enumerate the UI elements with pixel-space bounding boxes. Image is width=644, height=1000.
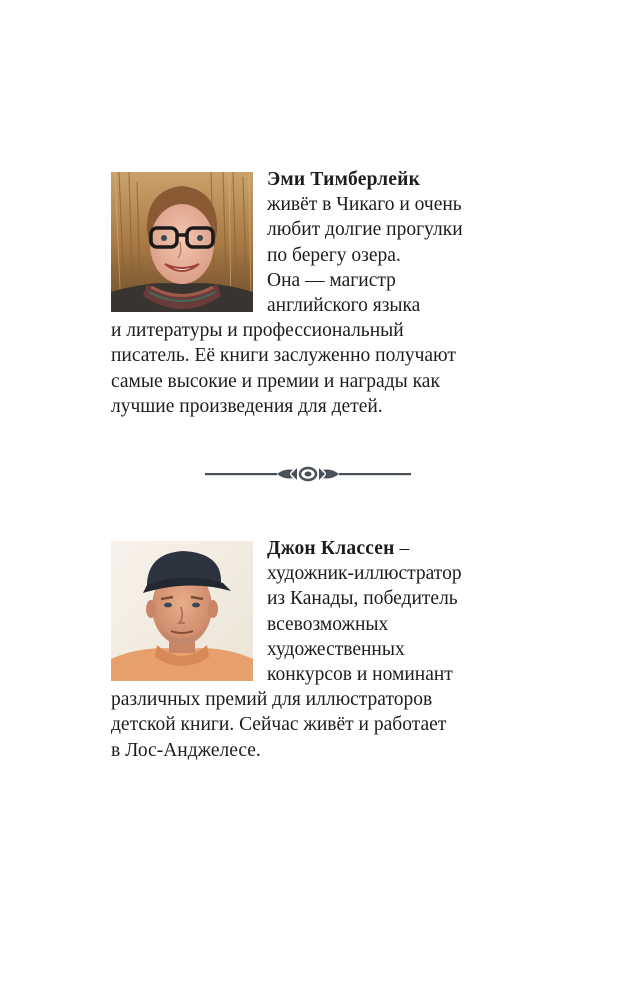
bio-text-line: английского языка [267,295,421,317]
bio-text-line: художественных [267,638,405,660]
bio-text-line: из Канады, победитель [267,588,458,610]
bio-text-line: писатель. Её книги заслуженно получают [111,345,456,367]
bio-text-line: и литературы и профессиональный [111,320,404,342]
author-photo [111,172,253,312]
bio-text-line: конкурсов и номинант [267,664,453,686]
bio-text-line: различных премий для иллюстраторов [111,689,433,711]
author-bio [111,167,521,419]
bio-text-line: живёт в Чикаго и очень [267,194,462,216]
bio-text-line: по берегу озера. [267,244,401,266]
ornamental-divider-icon [205,464,411,484]
bio-text-line: лучшие произведения для детей. [111,395,383,417]
bio-text-line: детской книги. Сейчас живёт и работает [111,714,447,736]
name-dash: – [394,538,410,559]
illustrator-name: Джон Классен [267,538,395,559]
author-name: Эми Тимберлейк [267,169,421,190]
illustrator-photo [111,541,253,681]
bio-text-line: любит долгие прогулки [267,219,463,241]
bio-text-line: в Лос-Анджелесе. [111,739,261,761]
bio-text-line: всевозможных [267,613,389,635]
illustrator-bio [111,536,521,763]
bio-text-line: самые высокие и премии и награды как [111,370,440,392]
bio-text-line: художник-иллюстратор [267,563,462,585]
bio-text-line: Она — магистр [267,269,396,291]
